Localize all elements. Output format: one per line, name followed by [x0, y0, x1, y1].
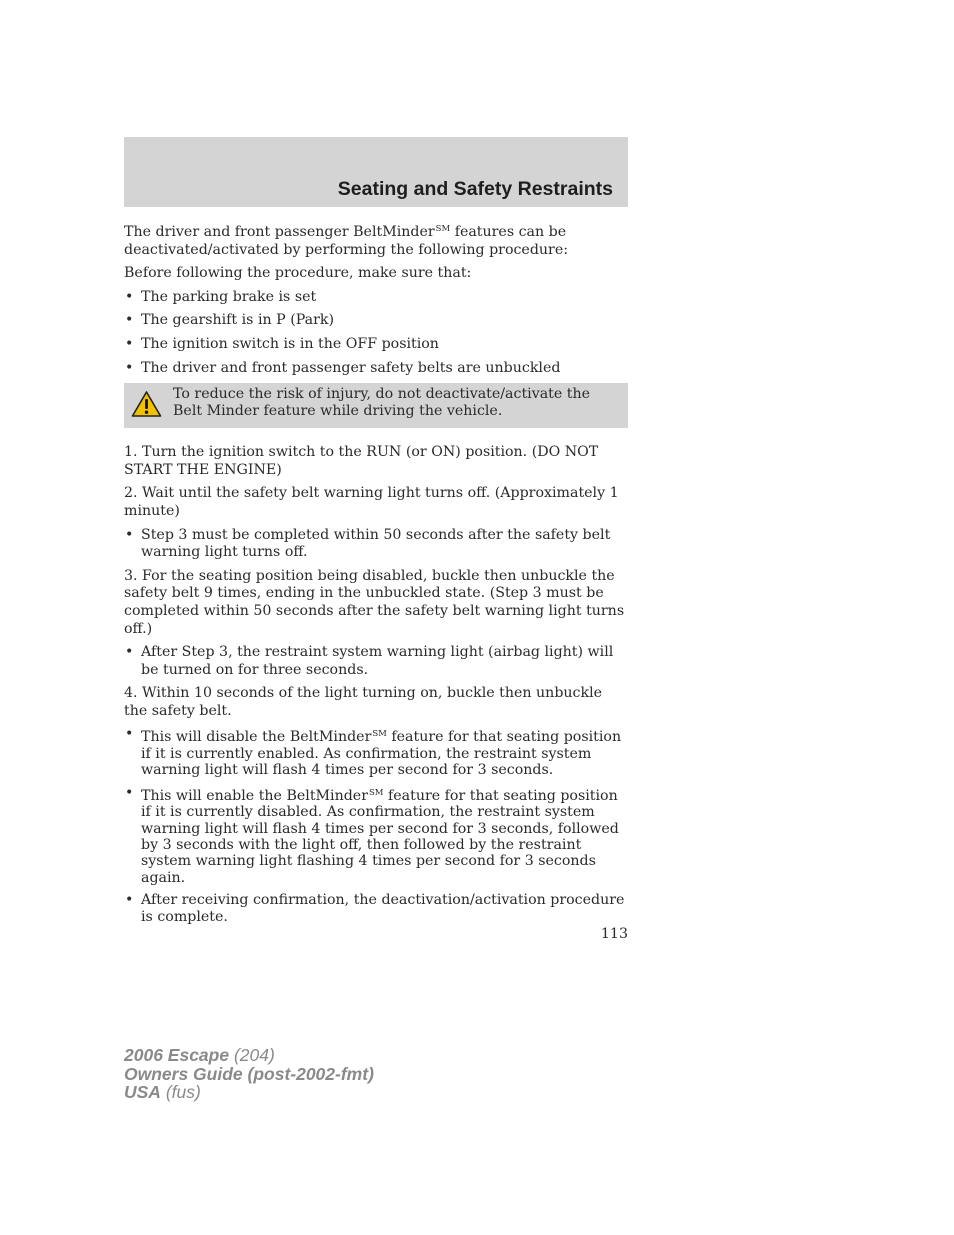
step-3-notes — [124, 644, 628, 679]
list-item: • The ignition switch is in the OFF position — [124, 336, 628, 354]
warning-triangle-icon — [131, 390, 162, 418]
list-item: • After receiving confirmation, the deactivation/activation procedure is complete. — [124, 892, 628, 925]
step-1: 1. Turn the ignition switch to the RUN (or ON) position. (DO NOT START THE ENGINE) — [124, 444, 599, 478]
step-2-notes — [124, 527, 628, 562]
footer-line-model — [124, 1046, 374, 1065]
precondition-list — [124, 289, 628, 377]
footer-model-code: (204) — [229, 1045, 275, 1065]
service-mark: SM — [368, 787, 384, 798]
step-3: 3. For the seating position being disabled, buckle then unbuckle the safety belt 9 times, ending in the unbuckled state. (Step 3 must be completed within 50 seconds after the safety belt warning light turns off.) — [124, 567, 625, 637]
list-item: • Step 3 must be completed within 50 seconds after the safety belt warning light turns off. — [124, 527, 628, 562]
page-number: 113 — [600, 926, 628, 942]
service-mark: SM — [435, 224, 451, 234]
section-title: Seating and Safety Restraints — [337, 178, 613, 200]
list-item: • After Step 3, the restraint system warning light (airbag light) will be turned on for three seconds. — [124, 644, 628, 679]
footer-line-guide — [124, 1065, 374, 1084]
enable-text-start: This will enable the BeltMinder — [141, 787, 368, 804]
footer-line-market — [124, 1083, 374, 1102]
list-item: • The gearshift is in P (Park) — [124, 312, 628, 330]
disable-text-end: feature for that seating position if it is currently enabled. As confirmation, the restraint system warning light will flash 4 times per second for 3 seconds. — [141, 729, 622, 779]
enable-text-end: feature for that seating position if it is currently disabled. As confirmation, the restraint system warning light will flash 4 times per second for 3 seconds, followed by 3 seconds with the light off, then followed by the restraint system warning light flashing 4 times per second for 3 seconds again. — [141, 787, 619, 886]
footer-guide: Owners Guide (post-2002-fmt) — [124, 1063, 374, 1084]
step-4-notes — [124, 726, 628, 924]
section-header-band — [124, 137, 628, 207]
disable-text-start: This will disable the BeltMinder — [141, 729, 372, 746]
warning-box — [124, 383, 628, 428]
step-4: 4. Within 10 seconds of the light turning on, buckle then unbuckle the safety belt. — [124, 685, 603, 719]
page-content — [124, 221, 628, 931]
document-footer — [124, 1046, 374, 1102]
warning-text: To reduce the risk of injury, do not deactivate/activate the Belt Minder feature while driving the vehicle. — [173, 386, 591, 419]
footer-market-code: (fus) — [160, 1082, 201, 1102]
list-item — [124, 726, 628, 778]
footer-model: 2006 Escape — [124, 1045, 230, 1065]
list-item — [124, 785, 628, 886]
list-item: • The driver and front passenger safety belts are unbuckled — [124, 360, 628, 378]
step-2: 2. Wait until the safety belt warning light turns off. (Approximately 1 minute) — [124, 485, 619, 519]
list-item: • The parking brake is set — [124, 289, 628, 307]
service-mark: SM — [372, 729, 387, 740]
before-paragraph: Before following the procedure, make sure that: — [124, 265, 472, 282]
intro-paragraph — [124, 221, 628, 259]
intro-text-start: The driver and front passenger BeltMinder — [124, 224, 435, 240]
footer-market: USA — [124, 1082, 161, 1102]
intro-text-end: features can be deactivated/activated by performing the following procedure: — [124, 224, 569, 258]
